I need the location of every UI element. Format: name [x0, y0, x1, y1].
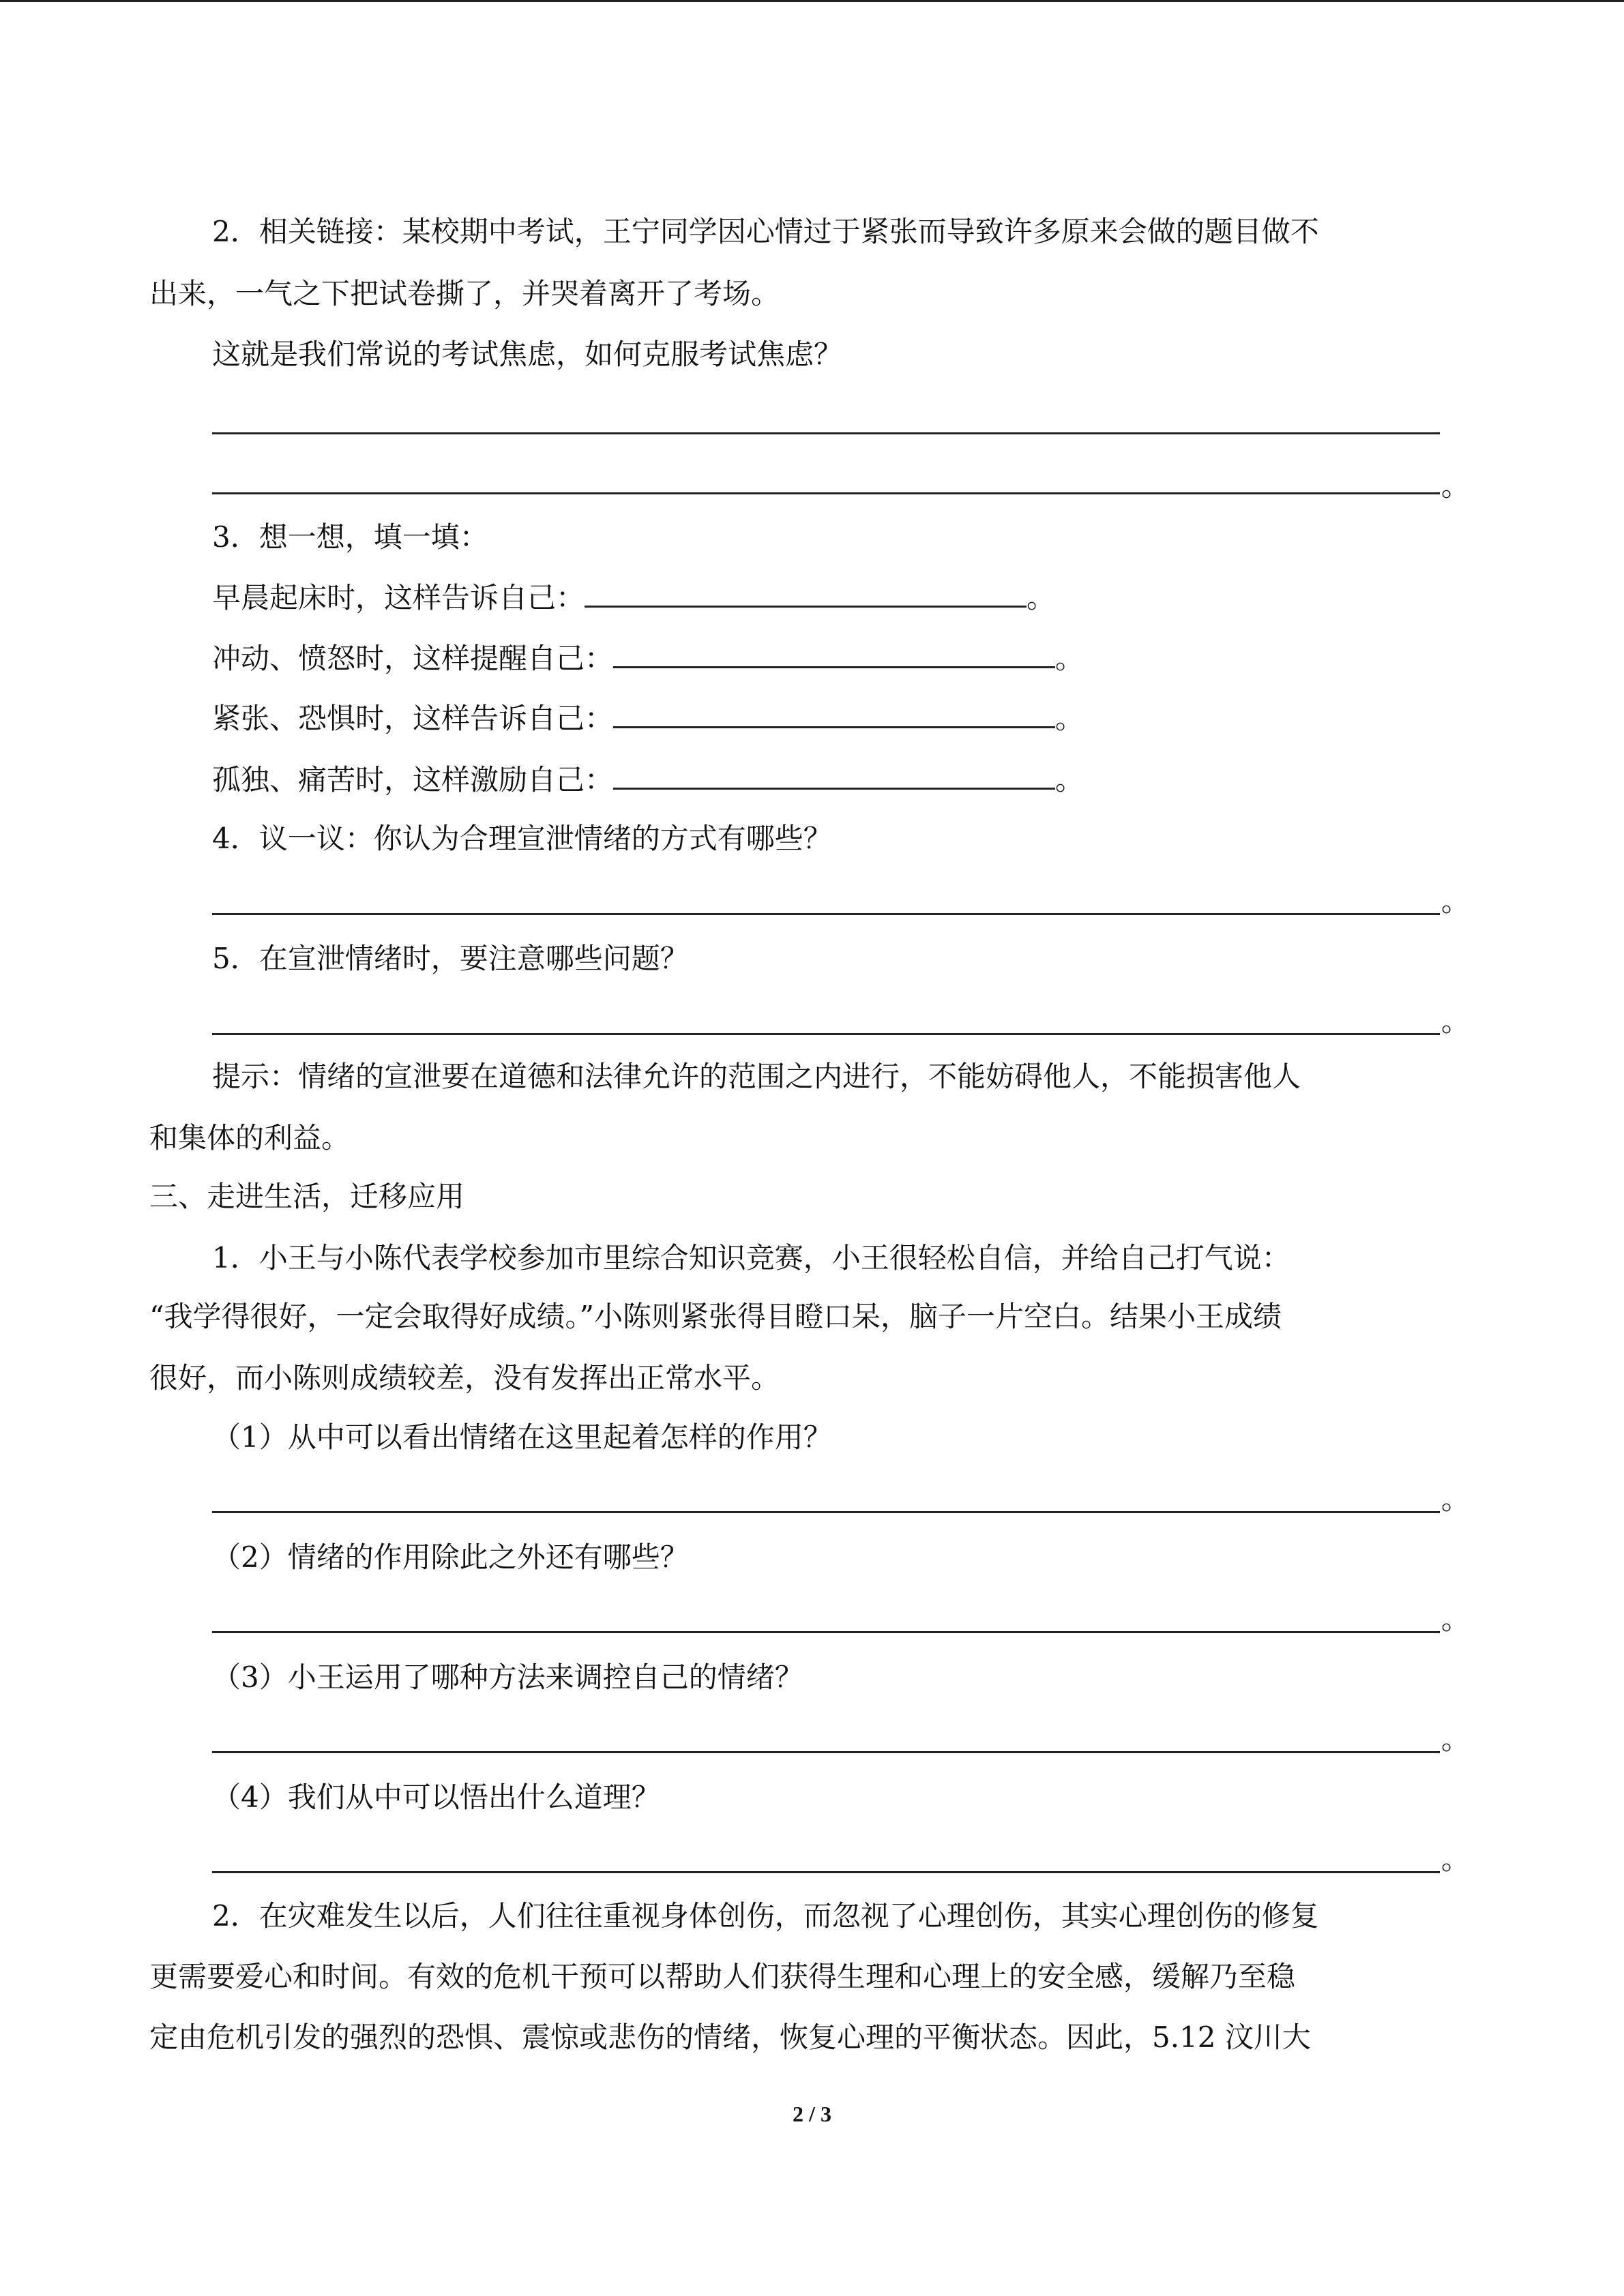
- s3-sub-4: （4）我们从中可以悟出什么道理？: [212, 1780, 660, 1814]
- q3-item-label: 冲动、愤怒时，这样提醒自己：: [212, 642, 614, 675]
- q4-answer-blank[interactable]: [212, 913, 1440, 915]
- q3-item-label: 紧张、恐惧时，这样告诉自己：: [212, 702, 614, 735]
- q3-title: 3．想一想，填一填：: [212, 520, 488, 554]
- s3-sub-2-blank[interactable]: [212, 1631, 1440, 1633]
- q2-answer-blank-1[interactable]: [212, 432, 1440, 434]
- s3-p1-line-3: 很好，而小陈则成绩较差，没有发挥出正常水平。: [149, 1361, 780, 1395]
- q3-fill-blank[interactable]: [585, 599, 1027, 608]
- q3-fill-blank[interactable]: [613, 659, 1055, 668]
- section-3-heading: 三、走进生活，迁移应用: [149, 1180, 465, 1213]
- s3-p1-line-2: “我学得很好，一定会取得好成绩。”小陈则紧张得目瞪口呆，脑子一片空白。结果小王成绩: [149, 1300, 1282, 1333]
- q3-item-morning: [212, 579, 1055, 617]
- q2-end-mark: 。: [1441, 469, 1471, 503]
- q3-end-mark: 。: [1027, 581, 1056, 614]
- q5-text: 5．在宣泄情绪时，要注意哪些问题？: [212, 942, 689, 975]
- s3-sub-1: （1）从中可以看出情绪在这里起着怎样的作用？: [212, 1420, 832, 1454]
- s3-p2-line-1: 2．在灾难发生以后，人们往往重视身体创伤，而忽视了心理创伤，其实心理创伤的修复: [212, 1899, 1319, 1933]
- q3-fill-blank[interactable]: [613, 781, 1055, 790]
- q3-end-mark: 。: [1055, 763, 1084, 796]
- q3-item-lonely: [212, 761, 1084, 799]
- s3-sub-4-end-mark: 。: [1441, 1843, 1471, 1876]
- s3-p1-line-1: 1．小王与小陈代表学校参加市里综合知识竞赛，小王很轻松自信，并给自己打气说：: [212, 1241, 1290, 1274]
- s3-sub-3-end-mark: 。: [1441, 1723, 1471, 1756]
- s3-sub-1-end-mark: 。: [1441, 1482, 1471, 1516]
- q5-end-mark: 。: [1441, 1004, 1471, 1038]
- s3-sub-3: （3）小王运用了哪种方法来调控自己的情绪？: [212, 1660, 803, 1694]
- s3-sub-2-end-mark: 。: [1441, 1602, 1471, 1636]
- q2-line-3: 这就是我们常说的考试焦虑，如何克服考试焦虑？: [212, 338, 843, 371]
- q4-end-mark: 。: [1441, 884, 1471, 918]
- q3-end-mark: 。: [1055, 642, 1084, 675]
- q3-item-label: 孤独、痛苦时，这样激励自己：: [212, 763, 614, 796]
- s3-sub-4-blank[interactable]: [212, 1871, 1440, 1873]
- q3-item-fear: [212, 700, 1084, 738]
- q2-line-2: 出来，一气之下把试卷撕了，并哭着离开了考场。: [149, 277, 780, 310]
- hint-line-1: 提示：情绪的宣泄要在道德和法律允许的范围之内进行，不能妨碍他人，不能损害他人: [212, 1060, 1301, 1093]
- s3-p2-line-3: 定由危机引发的强烈的恐惧、震惊或悲伤的情绪，恢复心理的平衡状态。因此，5.12 汶川大: [149, 2021, 1311, 2054]
- s3-sub-1-blank[interactable]: [212, 1511, 1440, 1513]
- q5-answer-blank[interactable]: [212, 1033, 1440, 1035]
- q3-fill-blank[interactable]: [613, 719, 1055, 728]
- q3-item-label: 早晨起床时，这样告诉自己：: [212, 581, 585, 614]
- page-number: 2 / 3: [793, 2102, 831, 2126]
- q2-line-1: 2．相关链接：某校期中考试，王宁同学因心情过于紧张而导致许多原来会做的题目做不: [212, 215, 1319, 248]
- page-top-border: [0, 0, 1624, 2]
- hint-line-2: 和集体的利益。: [149, 1121, 351, 1154]
- q3-end-mark: 。: [1055, 702, 1084, 735]
- s3-sub-2: （2）情绪的作用除此之外还有哪些？: [212, 1540, 689, 1574]
- q4-text: 4．议一议：你认为合理宣泄情绪的方式有哪些？: [212, 822, 832, 855]
- q3-item-anger: [212, 640, 1084, 678]
- q2-answer-blank-2[interactable]: [212, 492, 1440, 494]
- s3-sub-3-blank[interactable]: [212, 1751, 1440, 1753]
- s3-p2-line-2: 更需要爱心和时间。有效的危机干预可以帮助人们获得生理和心理上的安全感，缓解乃至稳: [149, 1960, 1296, 1993]
